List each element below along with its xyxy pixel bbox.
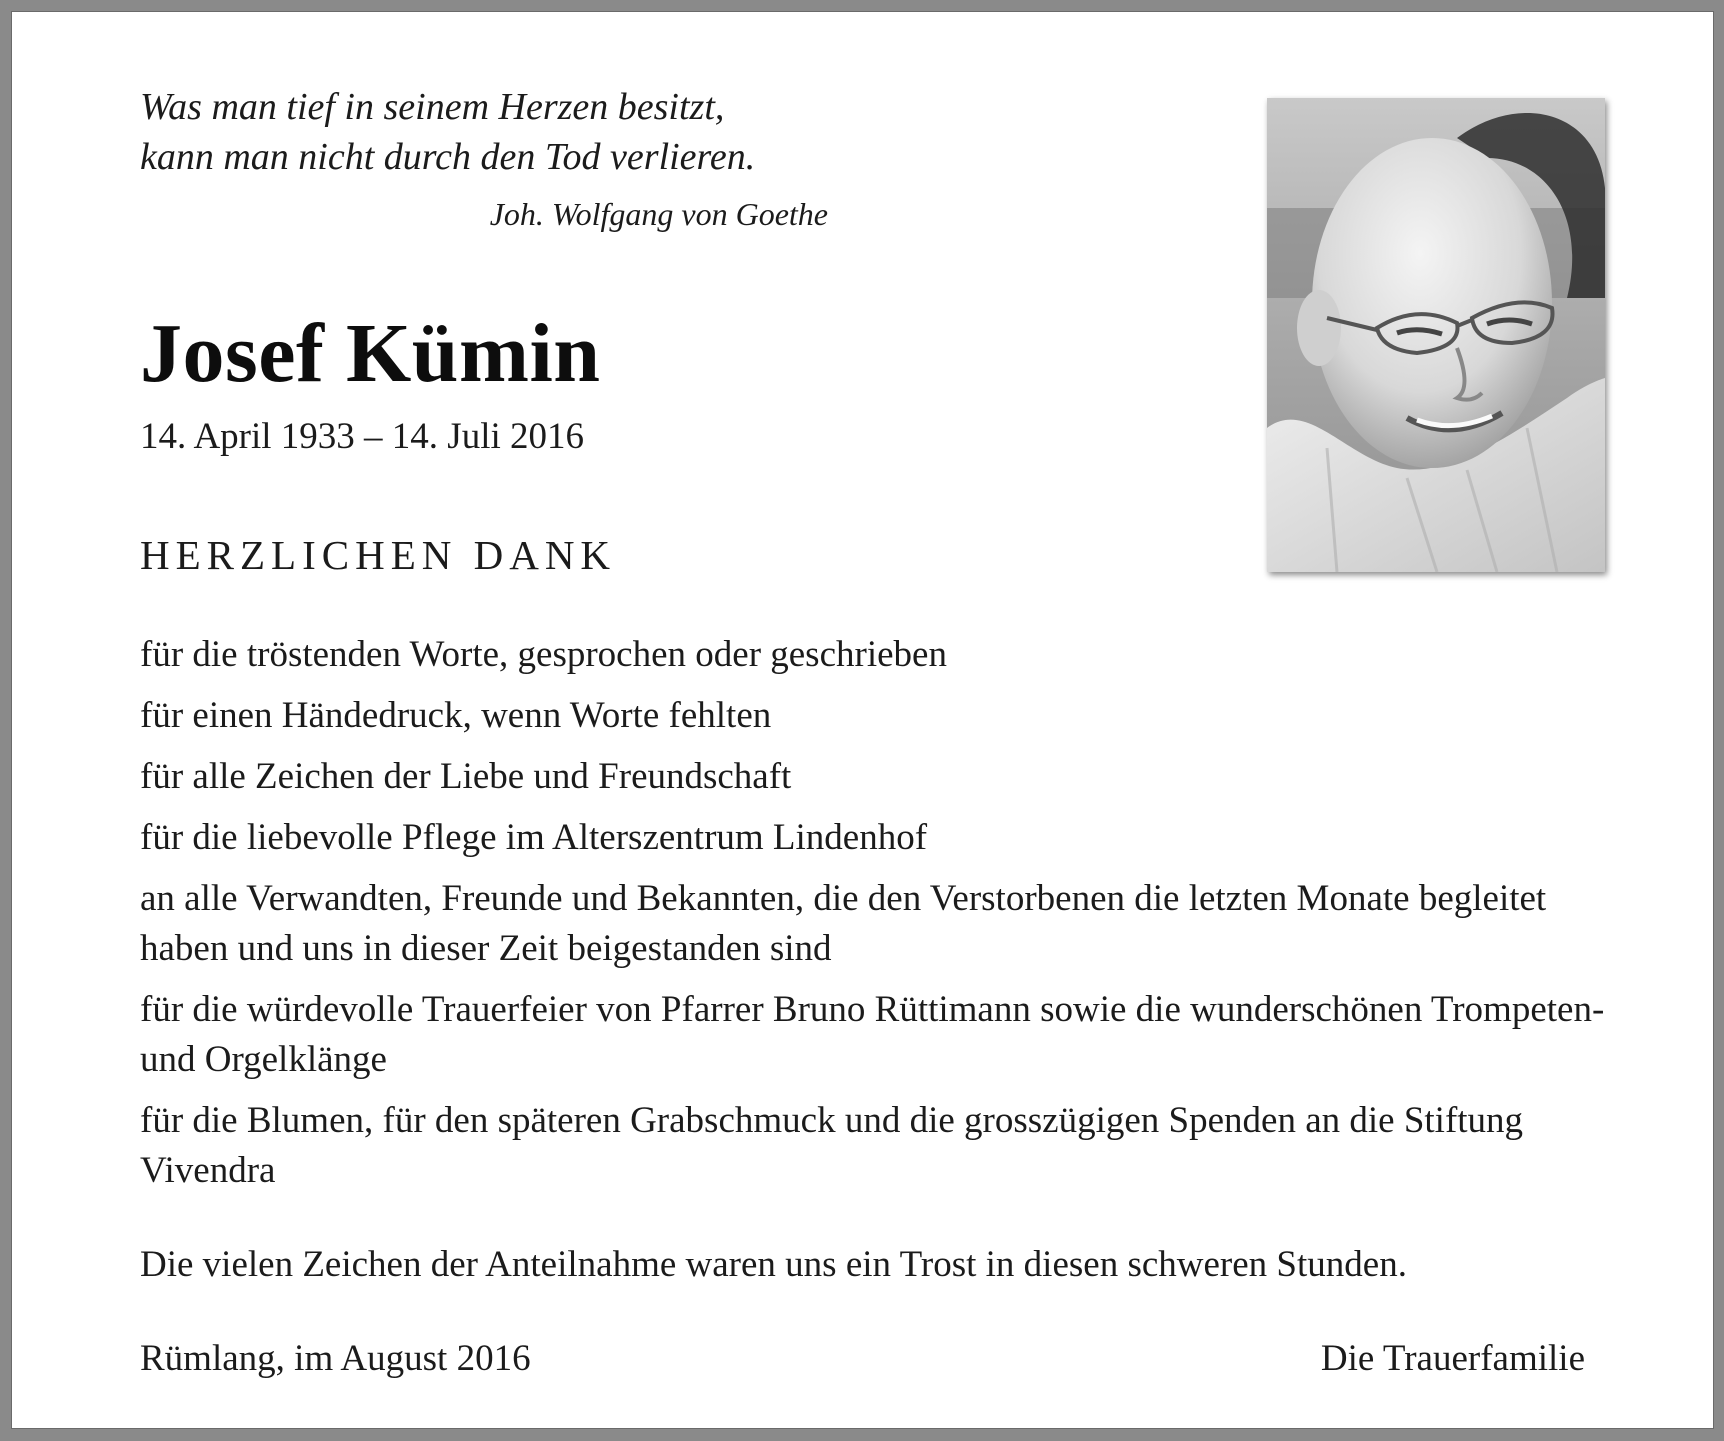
thanks-item: für die tröstenden Worte, gesprochen oder geschrieben	[140, 634, 947, 675]
thanks-item: für die Blumen, für den späteren Grabschmuck und die grosszügigen Spenden an die Stiftung Vivendra	[140, 1100, 1524, 1191]
place-date: Rümlang, im August 2016	[140, 1338, 531, 1379]
thanks-item: an alle Verwandten, Freunde und Bekannten, die den Verstorbenen die letzten Monate begleitet haben und uns in dieser Zeit beigestanden sind	[140, 878, 1547, 969]
portrait-photo	[1267, 98, 1605, 572]
portrait-illustration	[1267, 98, 1605, 572]
thanks-heading: HERZLICHEN DANK	[140, 532, 617, 578]
obituary-card	[11, 11, 1714, 1429]
quote-line: Was man tief in seinem Herzen besitzt,	[140, 86, 725, 128]
quote-author: Joh. Wolfgang von Goethe	[489, 196, 828, 232]
thanks-item: für die liebevolle Pflege im Alterszentrum Lindenhof	[140, 817, 928, 858]
thanks-item: für die würdevolle Trauerfeier von Pfarrer Bruno Rüttimann sowie die wunderschönen Trompeten- und Orgelklänge	[140, 989, 1605, 1080]
signature: Die Trauerfamilie	[1320, 1338, 1585, 1379]
life-dates: 14. April 1933 – 14. Juli 2016	[140, 416, 585, 457]
thanks-list	[140, 630, 1640, 1207]
quote	[140, 82, 900, 182]
thanks-item: für alle Zeichen der Liebe und Freundschaft	[140, 756, 792, 797]
quote-line: kann man nicht durch den Tod verlieren.	[140, 136, 756, 178]
closing-sentence: Die vielen Zeichen der Anteilnahme waren uns ein Trost in diesen schweren Stunden.	[140, 1244, 1407, 1285]
deceased-name: Josef Kümin	[140, 307, 601, 400]
thanks-item: für einen Händedruck, wenn Worte fehlten	[140, 695, 772, 736]
